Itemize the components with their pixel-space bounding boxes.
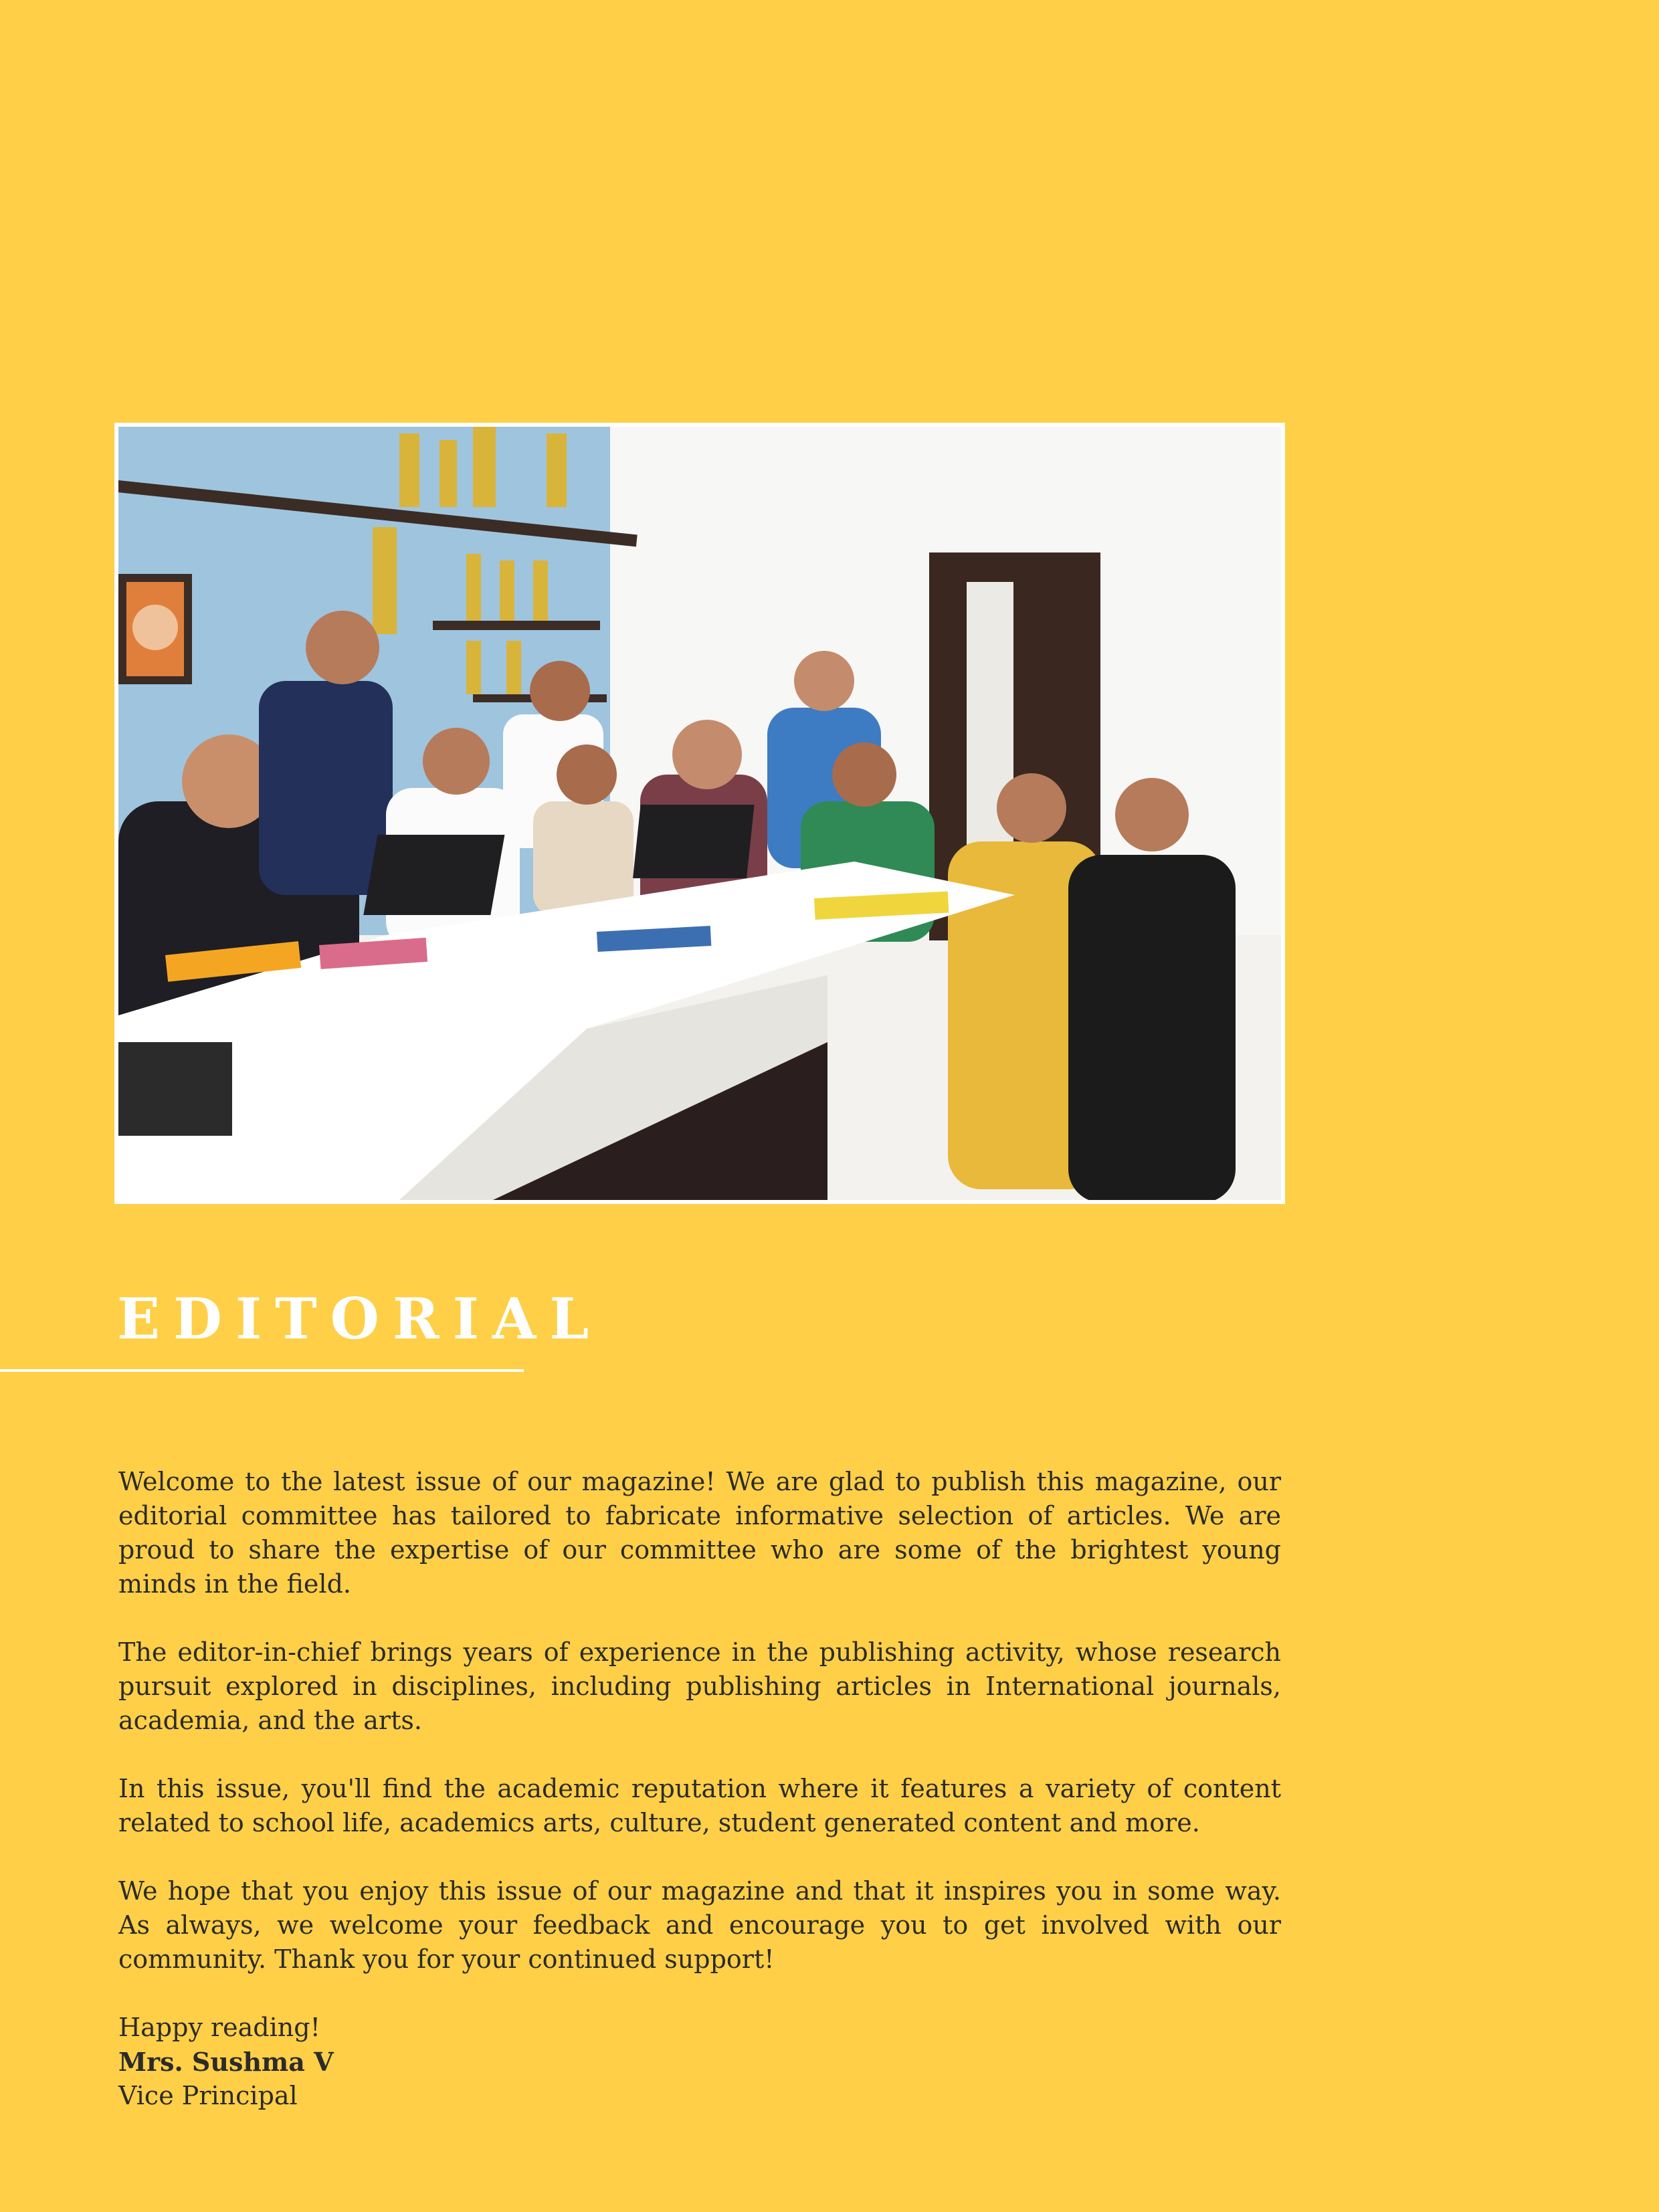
editorial-paragraph: The editor-in-chief brings years of experience in the publishing activity, whose research pursuit explored in disciplines, including publishing articles in International journals, academia, and the arts. <box>118 1637 1281 1735</box>
editorial-heading: EDITORIAL <box>117 1286 603 1352</box>
editorial-paragraph: We hope that you enjoy this issue of our magazine and that it inspires you in some way. As always, we welcome your feedback and encourage you to get involved with our community. Thank you for your continued support! <box>118 1876 1281 1974</box>
editorial-paragraph: Welcome to the latest issue of our magazine! We are glad to publish this magazine, our editorial committee has tailored to fabricate informative selection of articles. We are proud to share the expertise of our committee who are some of the brightest young minds in the field. <box>118 1467 1281 1599</box>
editorial-body <box>118 1465 1281 2113</box>
group-photo <box>114 423 1285 1204</box>
heading-divider <box>0 1369 524 1372</box>
signoff <box>118 2011 1281 2113</box>
closing-line: Happy reading! <box>118 2013 320 2042</box>
editorial-paragraph: In this issue, you'll find the academic reputation where it features a variety of content related to school life, academics arts, culture, student generated content and more. <box>118 1774 1281 1837</box>
group-photo-icon <box>118 427 1281 1200</box>
author-title: Vice Principal <box>118 2081 298 2110</box>
author-name: Mrs. Sushma V <box>118 2047 334 2077</box>
